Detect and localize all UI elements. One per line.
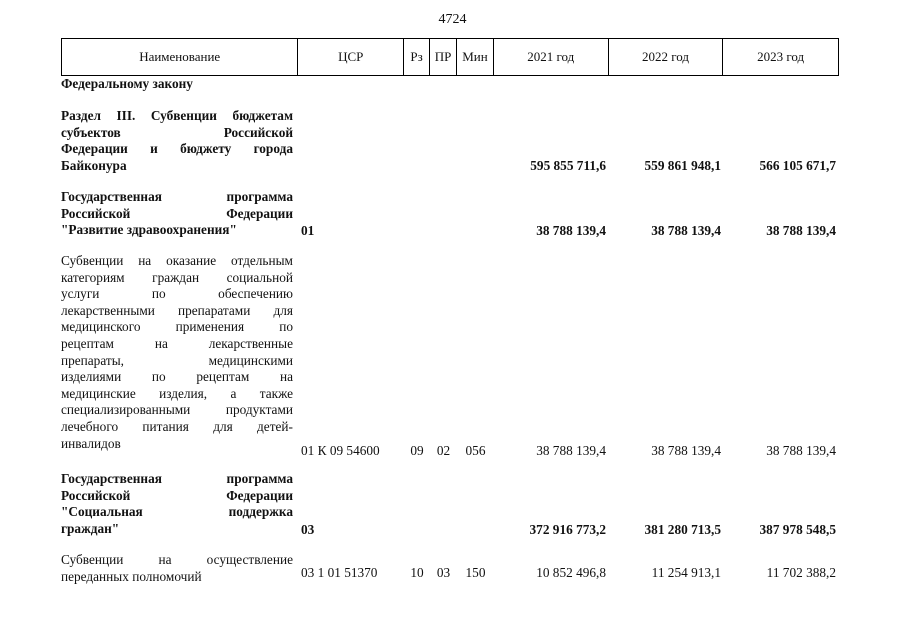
header-rz: Рз (404, 39, 430, 75)
word: Субвенции (61, 552, 124, 567)
word: Субвенции (61, 253, 124, 268)
word: Государственная (61, 189, 162, 204)
value-2021: 38 788 139,4 (536, 443, 606, 458)
name-line (61, 471, 293, 488)
header-2021: 2021 год (494, 39, 609, 75)
word: по (151, 286, 166, 302)
name-line (61, 402, 293, 419)
row-name (61, 253, 293, 452)
name-line: "Развитие здравоохранения" (61, 222, 237, 238)
value-pr: 03 (436, 565, 451, 580)
name-line (61, 336, 293, 353)
value-2021: 38 788 139,4 (536, 223, 606, 238)
name-line (61, 369, 293, 386)
name-line: Федеральному закону (61, 76, 193, 91)
header-2022: 2022 год (609, 39, 724, 75)
word: на (154, 335, 168, 351)
word: детей- (257, 418, 293, 434)
row-name (61, 108, 293, 174)
table-row (61, 76, 839, 94)
word: города (253, 141, 293, 157)
word: и (150, 141, 158, 157)
name-line (61, 189, 293, 206)
word: по (151, 369, 166, 385)
word: Раздел (61, 108, 101, 123)
word: субъектов (61, 124, 121, 140)
word: категориям (61, 269, 125, 285)
name-line (61, 488, 293, 505)
word: изделия, (159, 385, 208, 401)
value-2021: 595 855 711,6 (530, 158, 606, 173)
word: питания (142, 418, 189, 434)
value-2021: 10 852 496,8 (536, 565, 606, 580)
word: Федерации (226, 487, 293, 503)
word: программа (226, 471, 293, 486)
word: для (213, 418, 233, 434)
word: Российской (223, 124, 293, 140)
name-line (61, 319, 293, 336)
value-2022: 381 280 713,5 (644, 522, 721, 537)
name-line: Байконура (61, 157, 127, 173)
value-2023: 11 702 388,2 (766, 565, 836, 580)
value-2023: 566 105 671,7 (759, 158, 836, 173)
word: обеспечению (218, 286, 293, 302)
name-line (61, 253, 293, 270)
name-line (61, 386, 293, 403)
value-min: 056 (465, 443, 486, 458)
word: рецептам (61, 335, 114, 351)
row-name (61, 552, 293, 585)
name-line (61, 504, 293, 521)
word: бюджетам (232, 108, 293, 123)
page-number: 4724 (438, 12, 467, 27)
word: Субвенции (150, 108, 217, 123)
name-line (61, 141, 293, 158)
word: также (259, 385, 293, 401)
table-row (61, 471, 839, 539)
word: лечебного (61, 418, 119, 434)
word: медицинскими (208, 352, 293, 368)
word: Российской (61, 205, 131, 221)
value-2021: 372 916 773,2 (529, 522, 606, 537)
value-min: 150 (465, 565, 486, 580)
value-2023: 38 788 139,4 (766, 443, 836, 458)
value-2022: 38 788 139,4 (651, 223, 721, 238)
name-line: инвалидов (61, 435, 121, 451)
word: Российской (61, 487, 131, 503)
word: социальной (226, 269, 293, 285)
word: рецептам (196, 369, 250, 385)
word: поддержка (228, 504, 293, 520)
value-2022: 559 861 948,1 (644, 158, 721, 173)
word: по (279, 319, 293, 335)
value-csr: 03 1 01 51370 (301, 565, 378, 580)
word: отдельным (231, 253, 293, 268)
name-line: граждан" (61, 520, 120, 536)
word: применения (175, 319, 245, 335)
word: граждан (152, 269, 200, 285)
name-line (61, 270, 293, 287)
word: медицинского (61, 319, 141, 335)
header-min: Мин (457, 39, 494, 75)
name-line (61, 353, 293, 370)
word: изделиями (61, 369, 122, 385)
table-header (61, 38, 839, 76)
word: специализированными (61, 402, 191, 418)
word: препаратами (178, 302, 251, 318)
name-line: переданных полномочий (61, 568, 202, 584)
word: на (279, 369, 293, 385)
value-csr: 01 К 09 54600 (301, 443, 380, 458)
word: оказание (166, 253, 217, 268)
value-2023: 387 978 548,5 (759, 522, 836, 537)
row-name (61, 76, 293, 93)
word: Государственная (61, 471, 162, 486)
word: препараты, (61, 352, 124, 368)
header-csr: ЦСР (298, 39, 404, 75)
table-row (61, 552, 839, 588)
word: лекарственными (61, 302, 155, 318)
row-name (61, 471, 293, 537)
value-2023: 38 788 139,4 (766, 223, 836, 238)
word: на (158, 552, 172, 567)
table-row (61, 253, 839, 458)
name-line (61, 108, 293, 125)
word: III. (116, 108, 136, 123)
word: Федерации (226, 205, 293, 221)
word: продуктами (225, 402, 293, 418)
word: на (138, 253, 152, 268)
word: программа (226, 189, 293, 204)
value-rz: 10 (410, 565, 424, 580)
row-name (61, 189, 293, 239)
header-2023: 2023 год (757, 49, 805, 64)
word: бюджету (180, 141, 232, 157)
value-csr: 03 (301, 522, 315, 537)
value-2022: 11 254 913,1 (651, 565, 721, 580)
word: медицинские (61, 385, 136, 401)
name-line (61, 125, 293, 142)
value-2022: 38 788 139,4 (651, 443, 721, 458)
value-pr: 02 (436, 443, 451, 458)
value-rz: 09 (410, 443, 424, 458)
name-line (61, 303, 293, 320)
header-pr: ПР (430, 39, 457, 75)
word: для (273, 302, 293, 318)
word: "Социальная (61, 504, 143, 520)
table-row (61, 108, 839, 176)
value-csr: 01 (301, 223, 315, 238)
word: а (230, 385, 237, 401)
word: Федерации (61, 141, 128, 157)
word: осуществление (206, 552, 293, 567)
header-name: Наименование (62, 39, 298, 75)
name-line (61, 206, 293, 223)
word: услуги (61, 286, 100, 302)
name-line (61, 419, 293, 436)
table-row (61, 189, 839, 241)
word: лекарственные (208, 335, 293, 351)
name-line (61, 552, 293, 569)
name-line (61, 286, 293, 303)
